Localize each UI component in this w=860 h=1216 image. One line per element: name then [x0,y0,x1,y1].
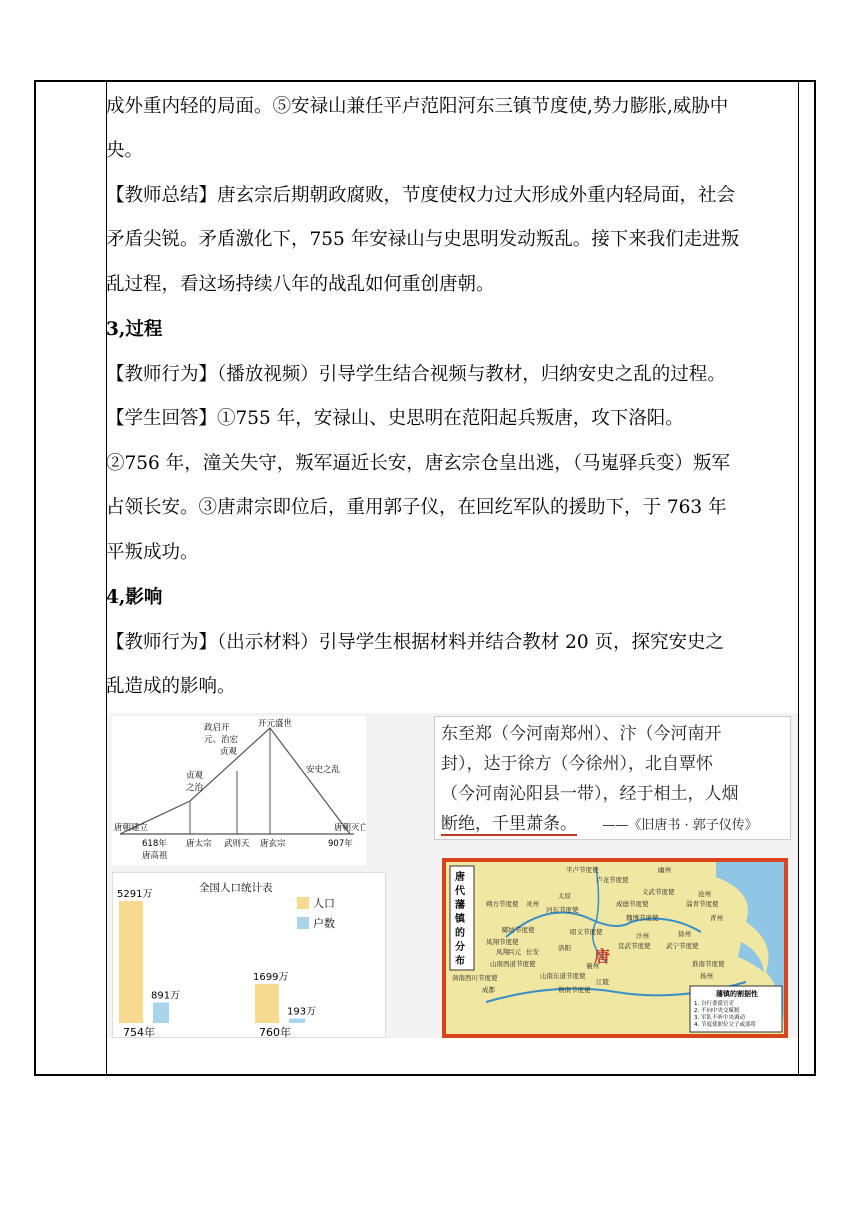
label-zhenguan: 贞观 [186,771,204,781]
legend-label: 人口 [313,897,335,910]
teacher-action-line: 【教师行为】（播放视频）引导学生结合视频与教材，归纳安史之乱的过程。 [106,364,726,385]
teacher-action-line: 乱造成的影响。 [106,676,236,697]
svg-text:朔方节度使: 朔方节度使 [486,900,519,908]
svg-text:平卢节度使: 平卢节度使 [566,866,599,874]
svg-text:义武节度使: 义武节度使 [642,888,675,896]
svg-text:徐州: 徐州 [678,930,691,938]
svg-text:河东节度使: 河东节度使 [546,906,579,914]
label-wuzetian: 武则天 [224,839,250,849]
bar-value-label: 891万 [151,990,181,1002]
svg-text:武宁节度使: 武宁节度使 [666,942,699,950]
label-907: 907年 [328,839,353,849]
map-legend-item: 3. 军队不听中央调动 [694,1015,745,1021]
label-taizong: 唐太宗 [186,839,212,849]
tang-timeline-svg [112,716,366,865]
svg-text:山南东道节度使: 山南东道节度使 [540,972,586,980]
paragraph-line: 央。 [106,140,144,161]
fanzhen-map-svg [446,862,784,1034]
svg-text:分: 分 [455,942,465,953]
section-heading-impact: 4,影响 [106,587,163,608]
student-answer-line: 占领长安。③唐肃宗即位后，重用郭子仪，在回纥军队的援助下，于 763 年 [106,497,727,518]
legend-swatch [297,917,309,929]
quote-line: 封），达于徐方（今徐州），北自覃怀 [441,754,713,774]
legend-label: 户数 [313,917,335,930]
svg-text:襄州: 襄州 [586,962,599,970]
quote-source: ——《旧唐书 · 郭子仪传》 [602,818,758,833]
svg-text:成德节度使: 成德节度使 [616,900,649,908]
tang-timeline-figure [112,716,366,865]
label-gaozu: 唐高祖 [142,851,168,861]
bar-households [289,1019,305,1023]
fanzhen-map [442,858,788,1038]
teacher-action-line: 【教师行为】（出示材料）引导学生根据材料并结合教材 20 页，探究安史之 [106,632,725,653]
svg-text:扬州: 扬州 [700,972,713,980]
svg-text:凤翔: 凤翔 [496,948,509,956]
svg-text:凤翔节度使: 凤翔节度使 [486,938,519,946]
label-zhengqi: 政启开 [204,723,230,733]
label-zhizhi: 之治 [186,783,204,793]
bar-population [119,901,143,1023]
teacher-summary-line: 矛盾尖锐。矛盾激化下，755 年安禄山与史思明发动叛乱。接下来我们走进叛 [106,229,740,250]
svg-text:灵州: 灵州 [526,900,539,908]
category-label: 754年 [123,1026,155,1039]
svg-text:布: 布 [455,956,465,967]
legend-swatch [297,897,309,909]
label-zhenguan2: 贞观 [220,747,238,757]
student-answer-line: 【学生回答】①755 年，安禄山、史思明在范阳起兵叛唐，攻下洛阳。 [106,408,684,429]
label-kaiyuan: 开元盛世 [258,719,293,729]
quote-material [434,716,791,840]
svg-text:幽州: 幽州 [658,866,671,874]
svg-text:江陵: 江陵 [596,978,609,986]
svg-text:代: 代 [455,886,465,897]
bar-population [255,984,279,1023]
svg-text:的: 的 [455,928,465,939]
population-chart [112,872,386,1038]
svg-text:太原: 太原 [558,892,571,900]
quote-line: 断绝，千里萧条。 [441,814,577,834]
svg-text:郾坊节度使: 郾坊节度使 [502,926,535,934]
map-legend-item: 4. 节度使职位父子或部将 [694,1022,756,1028]
quote-line: （今河南沁阳县一带），经于相土，人烟 [441,784,739,804]
svg-text:汴州: 汴州 [636,932,649,940]
paragraph-line: 成外重内轻的局面。⑤安禄山兼任平卢范阳河东三镇节度使,势力膨胀,威胁中 [106,96,729,117]
svg-text:兴元: 兴元 [508,948,521,956]
column-divider-right [798,82,799,1074]
svg-text:镇: 镇 [455,914,465,925]
svg-text:淄青节度使: 淄青节度使 [686,900,719,908]
bar-value-label: 193万 [287,1006,317,1018]
teacher-summary-line: 乱过程，看这场持续八年的战乱如何重创唐朝。 [106,274,495,295]
svg-text:长安: 长安 [526,948,539,956]
svg-text:洛阳: 洛阳 [558,944,571,952]
quote-line: 东至郑（今河南郑州）、汴（今河南开 [441,724,722,744]
map-legend-item: 1. 自行委派官吏 [694,1001,734,1007]
svg-text:魏博节度使: 魏博节度使 [626,914,659,922]
bar-households [153,1002,169,1023]
label-anshi: 安史之乱 [306,765,341,775]
label-miewang: 唐朝灭亡 [334,823,366,833]
section-heading-process: 3,过程 [106,319,163,340]
svg-text:山南西道节度使: 山南西道节度使 [490,960,536,968]
svg-text:剑南西川节度使: 剑南西川节度使 [452,974,498,982]
student-answer-line: 平叛成功。 [106,542,199,563]
label-xuanzong: 唐玄宗 [260,839,286,849]
svg-text:青州: 青州 [710,914,723,922]
svg-text:淮南节度使: 淮南节度使 [692,960,725,968]
map-legend-title: 藩镇的割据性 [716,990,758,998]
population-chart-svg [113,873,387,1039]
svg-text:宣武节度使: 宣武节度使 [618,942,651,950]
map-title: 唐 [455,872,465,883]
svg-text:昭义节度使: 昭义节度使 [570,928,603,936]
chart-title: 全国人口统计表 [199,882,273,894]
label-618: 618年 [142,839,167,849]
label-yuanzhi: 元、治宏 [204,735,239,745]
materials-collage [108,713,798,1038]
map-legend-item: 2. 不向中央交赋税 [694,1008,740,1014]
svg-text:成都: 成都 [482,986,495,994]
svg-text:荆南节度使: 荆南节度使 [558,986,591,994]
svg-text:藩: 藩 [455,900,465,911]
svg-text:沧州: 沧州 [698,890,711,898]
category-label: 760年 [259,1026,291,1039]
student-answer-line: ②756 年，潼关失守，叛军逼近长安，唐玄宗仓皇出逃，（马嵬驿兵变）叛军 [106,453,730,474]
svg-text:卢龙节度使: 卢龙节度使 [596,876,629,884]
bar-value-label: 5291万 [117,889,153,900]
bar-value-label: 1699万 [253,971,289,983]
teacher-summary-line: 【教师总结】唐玄宗后期朝政腐败，节度使权力过大形成外重内轻局面，社会 [106,185,736,206]
label-jianli: 唐朝建立 [114,823,149,833]
map-center-label: 唐 [594,947,611,966]
